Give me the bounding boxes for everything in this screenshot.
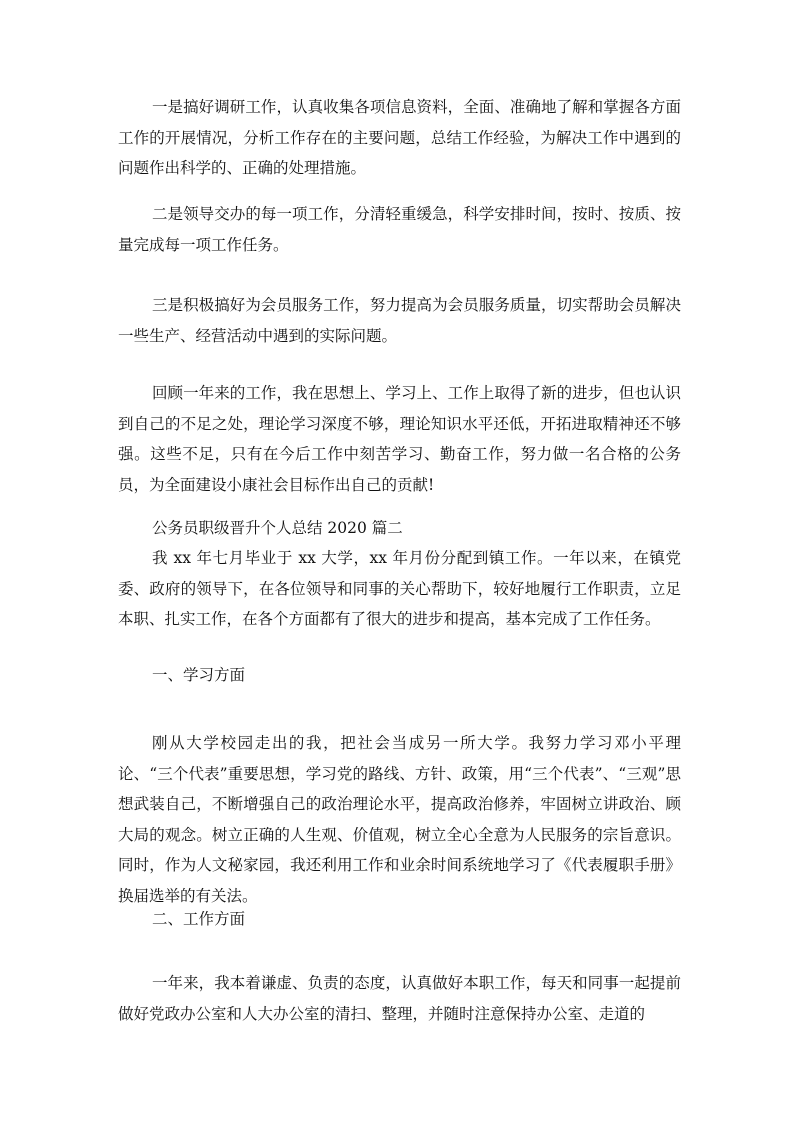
section-title-part-two: 公务员职级晋升个人总结 2020 篇二	[152, 519, 403, 537]
paragraph-work: 一年来，我本着谦虚、负责的态度，认真做好本职工作，每天和同事一起提前做好党政办公室和人大办公室的清扫、整理，并随时注意保持办公室、走道的	[118, 974, 681, 1023]
heading-work: 二、工作方面	[152, 910, 246, 928]
paragraph-research-work: 一是搞好调研工作，认真收集各项信息资料，全面、准确地了解和掌握各方面工作的开展情况，分析工作存在的主要问题，总结工作经验，为解决工作中遇到的问题作出科学的、正确的处理措施。	[118, 98, 681, 177]
paragraph-member-service: 三是积极搞好为会员服务工作，努力提高为会员服务质量，切实帮助会员解决一些生产、经营活动中遇到的实际问题。	[118, 296, 681, 345]
heading-study: 一、学习方面	[152, 666, 246, 684]
paragraph-assigned-tasks: 二是领导交办的每一项工作，分清轻重缓急，科学安排时间，按时、按质、按量完成每一项工作任务。	[118, 205, 681, 254]
paragraph-year-review: 回顾一年来的工作，我在思想上、学习上、工作上取得了新的进步，但也认识到自己的不足之处，理论学习深度不够，理论知识水平还低，开拓进取精神还不够强。这些不足，只有在今后工作中刻苦学习、勤奋工作，努力做一名合格的公务员，为全面建设小康社会目标作出自己的贡献!	[118, 384, 681, 494]
paragraph-introduction: 我 xx 年七月毕业于 xx 大学，xx 年月份分配到镇工作。一年以来，在镇党委、政府的领导下，在各位领导和同事的关心帮助下，较好地履行工作职责，立足本职、扎实工作，在各个方面都有了很大的进步和提高，基本完成了工作任务。	[118, 549, 681, 628]
paragraph-study: 刚从大学校园走出的我，把社会当成另一所大学。我努力学习邓小平理论、“三个代表”重要思想，学习党的路线、方针、政策，用“三个代表”、“三观”思想武装自己，不断增强自己的政治理论水平，提高政治修养，牢固树立讲政治、顾大局的观念。树立正确的人生观、价值观，树立全心全意为人民服务的宗旨意识。同时，作为人文秘家园，我还利用工作和业余时间系统地学习了《代表履职手册》 换届选举的有关法。	[118, 734, 681, 905]
